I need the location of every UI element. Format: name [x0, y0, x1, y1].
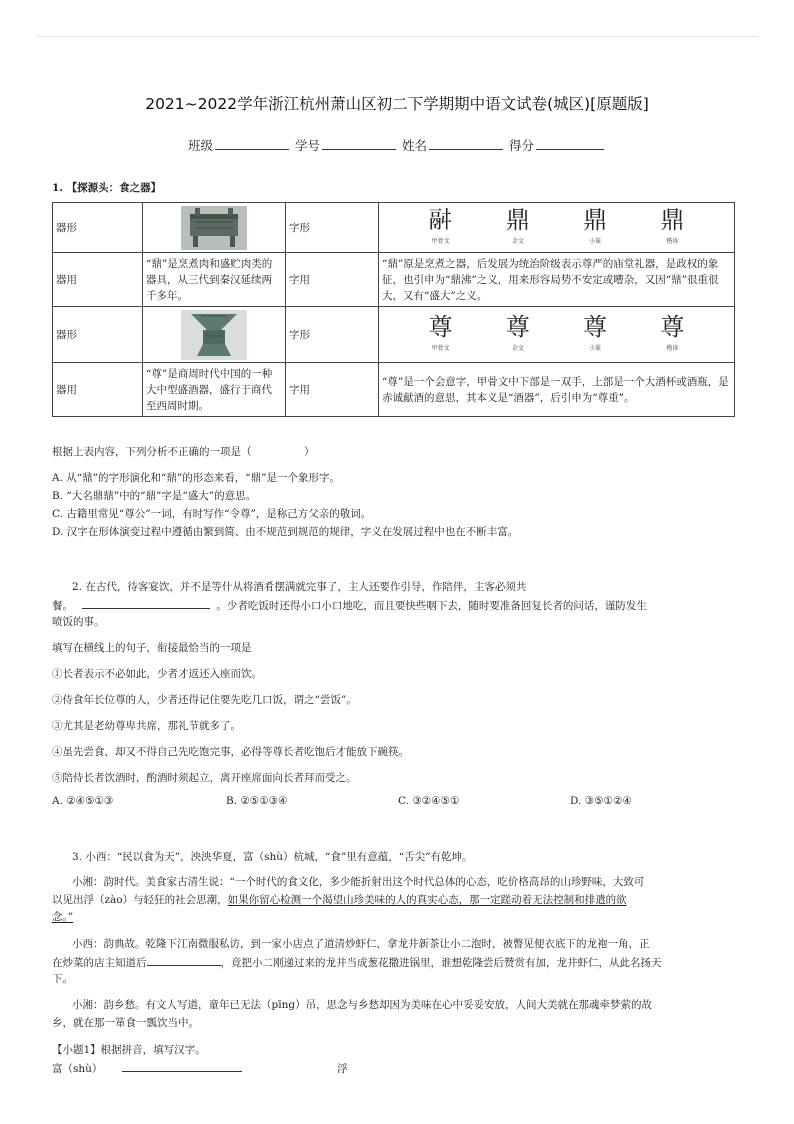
header-rule [36, 36, 758, 37]
page-title: 2021~2022学年浙江杭州萧山区初二下学期期中语文试卷(城区)[原题版] [145, 95, 649, 113]
name-label: 姓名 [401, 138, 427, 153]
ding-image-cell [143, 203, 286, 253]
q3-para3-line2: 乡，就在那一箪食一瓢饮当中。 [52, 1017, 199, 1029]
q3-para2-line3: 下。 [52, 973, 73, 985]
glyph-item: 尊 甲骨文 [428, 312, 453, 352]
q2-answer-blank[interactable] [82, 597, 210, 609]
id-label: 学号 [294, 138, 320, 153]
q2-prompt: 填写在横线上的句子，衔接最恰当的一项是 [52, 642, 252, 654]
q3-para2-line1: 小西：韵典故。乾隆下江南微服私访，到一家小店点了道清炒虾仁，拿龙井新茶让小二泡时，被瞥见便衣底下的龙袍一角，正 [72, 938, 650, 950]
id-blank[interactable] [322, 137, 396, 150]
table-cell: 字用 [286, 253, 379, 307]
table-cell: “鼎”原是烹煮之器，后发展为统治阶级表示尊严的庙堂礼器，是政权的象征，也引申为“鼎沸”之义，用来形容局势不安定或嘈杂，又因“鼎”很重很大，又有“盛大”之义。 [379, 253, 735, 307]
q2-item-5: ⑤陪侍长者饮酒时，酌酒时须起立，离开座席面向长者拜而受之。 [52, 772, 357, 784]
table-cell: 器形 [53, 307, 143, 363]
q1-option-b[interactable]: B. “大名鼎鼎”中的“鼎”字是“盛大”的意思。 [52, 490, 257, 502]
glyph-item: 𩰫 甲骨文 [428, 205, 453, 245]
score-blank[interactable] [536, 137, 604, 150]
table-row [53, 253, 735, 307]
q2-option-b[interactable]: B. ②⑤①③④ [226, 795, 288, 807]
q3-intro: 3. 小西：“民以食为天”，泱泱华夏，富（shù）杭城，“食”里有意蕴，“舌尖”有乾坤。 [72, 851, 473, 863]
zun-image-cell [143, 307, 286, 363]
q1-prompt: 根据上表内容，下列分析不正确的一项是（ ） [52, 446, 315, 458]
q1-heading: 1. 【探源头：食之器】 [52, 182, 162, 194]
q3-para1-line1: 小湘：韵时代。美食家古清生说：“一个时代的食文化，多少能折射出这个时代总体的心态，吃价格高昂的山珍野味，大致可 [72, 876, 645, 888]
table-cell: 器用 [53, 253, 143, 307]
q3-underlined-sentence: 如果你留心检测一个渴望山珍美味的人的真实心态，那一定蹉动着无法控制和排遣的欲 [227, 894, 627, 906]
table-cell: 器用 [53, 363, 143, 417]
glyph-item: 尊 小篆 [583, 312, 608, 352]
zun-glyphs-cell [379, 307, 735, 363]
q2-item-1: ①长者表示不必如此，少者才返还入座而饮。 [52, 668, 262, 680]
table-row [53, 363, 735, 417]
q3-sub1-prompt: 【小题1】根据拼音，填写汉字。 [52, 1044, 206, 1056]
ding-vessel-image [181, 206, 247, 250]
class-label: 班级 [187, 138, 213, 153]
q3-para3-line1: 小湘：韵乡愁。有文人写道，童年已无法（pīng）吊，思念与乡愁却因为美味在心中妥妥安放，人间大美就在那魂牵梦萦的故 [72, 999, 653, 1011]
q3-fill-line: 富（shù） 浮 [52, 1060, 742, 1078]
table-cell: 字形 [286, 307, 379, 363]
glyph-item: 鼎 金文 [505, 205, 530, 245]
q3-answer-blank[interactable] [147, 954, 221, 966]
student-info-line [0, 136, 794, 154]
table-cell: “鼎”是烹煮肉和盛贮肉类的器具，从三代到秦汉延续两千多年。 [143, 253, 286, 307]
q3-para2-line2: 在炒菜的店主知道后 ，竟把小二刚递过来的龙井当成葱花撒进锅里，谁想乾隆尝后赞赏有加，龙井虾仁，从此名扬天 [52, 954, 742, 972]
table-row [53, 203, 735, 253]
table-cell: “尊”是商周时代中国的一种大中型盛酒器，盛行于商代至西周时期。 [143, 363, 286, 417]
score-label: 得分 [508, 138, 534, 153]
q1-option-a[interactable]: A. 从“鼎”的字形演化和“鼎”的形态来看，“鼎”是一个象形字。 [52, 472, 340, 484]
q2-item-2: ②侍食年长位尊的人，少者还得记住要先吃几口饭，谓之“尝饭”。 [52, 694, 357, 706]
ding-glyphs-cell [379, 203, 735, 253]
table-cell: 器形 [53, 203, 143, 253]
q2-item-3: ③尤其是老幼尊卑共席，那礼节就多了。 [52, 720, 241, 732]
q2-option-d[interactable]: D. ③⑤①②④ [570, 795, 632, 807]
vessel-table [52, 202, 735, 417]
q3-para1-line3: 念。” [52, 911, 74, 923]
q2-option-a[interactable]: A. ②④⑤①③ [52, 795, 114, 807]
q2-item-4: ④虽先尝食，却又不得自己先吃饱完事，必得等尊长者吃饱后才能放下碗筷。 [52, 746, 409, 758]
table-cell: “尊”是一个会意字，甲骨文中下部是一双手，上部是一个大酒杯或酒瓶，是赤诚献酒的意思，其本义是“酒器”，后引申为“尊重”。 [379, 363, 735, 417]
q2-line1: 2. 在古代，待客宴饮，并不是等什从将酒肴摆满就完事了，主人还要作引导，作陪伴，主客必须共 [72, 581, 527, 593]
glyph-item: 尊 楷体 [660, 312, 685, 352]
zun-vessel-image [181, 310, 247, 360]
glyph-item: 鼎 小篆 [583, 205, 608, 245]
class-blank[interactable] [215, 137, 289, 150]
q3-para1-line2: 以见出浮（zào）与轻狂的社会思潮，如果你留心检测一个渴望山珍美味的人的真实心态，那一定蹉动着无法控制和排遣的欲 [52, 894, 627, 906]
q1-option-d[interactable]: D. 汉字在形体演变过程中遵循由繁到简、由不规范到规范的规律，字义在发展过程中也在不断丰富。 [52, 526, 519, 538]
q2-line3: 喷饭的事。 [52, 616, 105, 628]
q2-line2: 餐。 。少者吃饭时还得小口小口地吃，而且要快些咽下去，随时要准备回复长者的问话，谨防发生 [52, 597, 742, 615]
table-row [53, 307, 735, 363]
table-cell: 字用 [286, 363, 379, 417]
q2-option-c[interactable]: C. ③②④⑤① [398, 795, 460, 807]
name-blank[interactable] [429, 137, 503, 150]
q1-option-c[interactable]: C. 古籍里常见“尊公”一词，有时写作“令尊”，是称己方父亲的敬词。 [52, 508, 372, 520]
fill-blank-1[interactable] [122, 1060, 242, 1072]
glyph-item: 尊 金文 [505, 312, 530, 352]
glyph-item: 鼎 楷体 [660, 205, 685, 245]
table-cell: 字形 [286, 203, 379, 253]
